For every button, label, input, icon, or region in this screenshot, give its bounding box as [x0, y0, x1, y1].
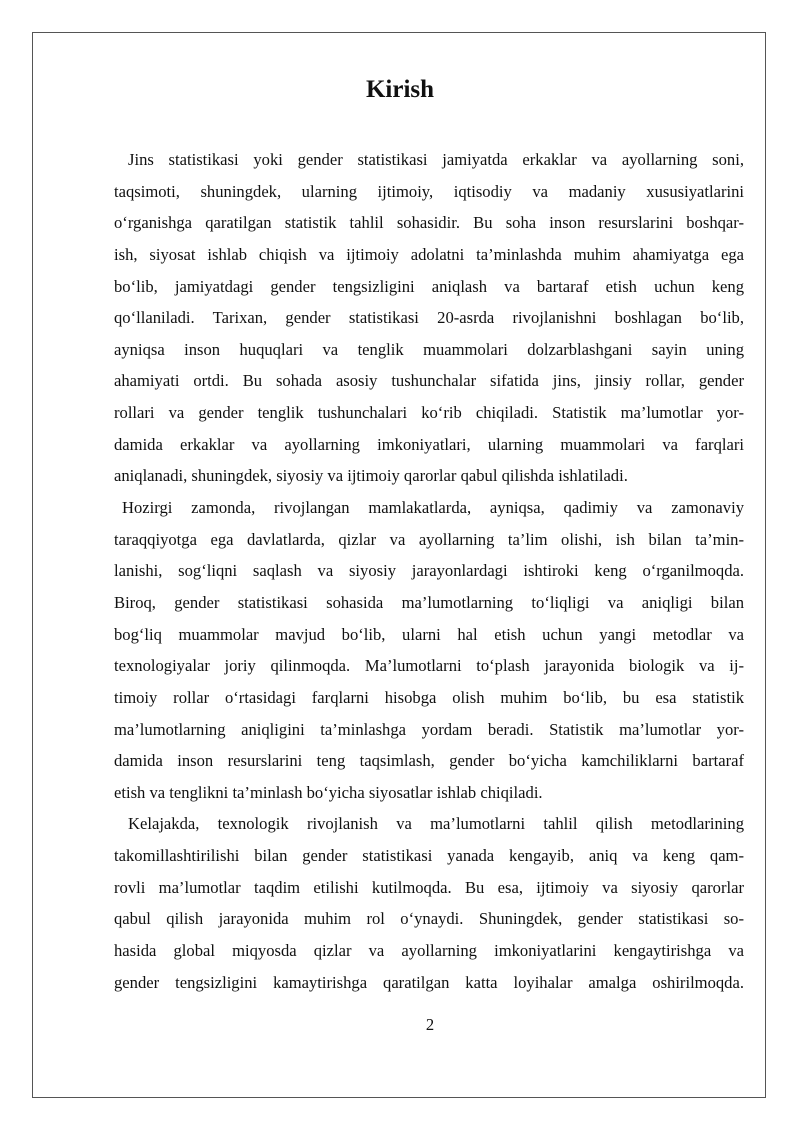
text-line: texnologiyalar joriy qilinmoqda. Ma’lumotlarni to‘plash jarayonida biologik va ij-	[114, 656, 744, 676]
text-line: ahamiyati ortdi. Bu sohada asosiy tushunchalar sifatida jins, jinsiy rollar, gender	[114, 371, 744, 391]
text-line: lanishi, sog‘liqni saqlash va siyosiy jarayonlardagi ishtiroki keng o‘rganilmoqda.	[114, 561, 744, 581]
text-line: ayniqsa inson huquqlari va tenglik muammolari dolzarblashgani sayin uning	[114, 339, 744, 359]
text-line: Biroq, gender statistikasi sohasida ma’lumotlarning to‘liqligi va aniqligi bilan	[114, 592, 744, 612]
text-line: damida inson resurslarini teng taqsimlash, gender bo‘yicha kamchiliklarni bartaraf	[114, 751, 744, 771]
paragraph-2	[114, 492, 744, 808]
document-title: Kirish	[365, 76, 435, 103]
text-line: Kelajakda, texnologik rivojlanish va ma’lumotlarni tahlil qilish metodlarining	[128, 814, 744, 834]
text-line: ma’lumotlarning aniqligini ta’minlashga yordam beradi. Statistik ma’lumotlar yor-	[114, 719, 744, 739]
text-line: taraqqiyotga ega davlatlarda, qizlar va ayollarning ta’lim olishi, ish bilan ta’min-	[114, 529, 744, 549]
text-line: rollari va gender tenglik tushunchalari ko‘rib chiqiladi. Statistik ma’lumotlar yor-	[114, 403, 744, 423]
text-line: bog‘liq muammolar mavjud bo‘lib, ularni hal etish uchun yangi metodlar va	[114, 624, 744, 644]
text-line: damida erkaklar va ayollarning imkoniyatlari, ularning muammolari va farqlari	[114, 434, 744, 454]
paragraph-3	[114, 808, 744, 998]
page-number: 2	[425, 1015, 435, 1034]
paragraph-1	[114, 144, 744, 492]
document-body	[114, 144, 744, 998]
text-line: qo‘llaniladi. Tarixan, gender statistikasi 20-asrda rivojlanishni boshlagan bo‘lib,	[114, 308, 744, 328]
text-line: timoiy rollar o‘rtasidagi farqlarni hisobga olish muhim bo‘lib, bu esa statistik	[114, 687, 744, 707]
text-line: takomillashtirilishi bilan gender statistikasi yanada kengayib, aniq va keng qam-	[114, 846, 744, 866]
text-line: o‘rganishga qaratilgan statistik tahlil sohasidir. Bu soha inson resurslarini boshqar-	[114, 213, 744, 233]
text-line: gender tengsizligini kamaytirishga qaratilgan katta loyihalar amalga oshirilmoqda.	[114, 972, 744, 992]
text-line: ish, siyosat ishlab chiqish va ijtimoiy adolatni ta’minlashda muhim ahamiyatga ega	[114, 244, 744, 264]
text-line: taqsimoti, shuningdek, ularning ijtimoiy, iqtisodiy va madaniy xususiyatlarini	[114, 181, 744, 201]
text-line: qabul qilish jarayonida muhim rol o‘ynaydi. Shuningdek, gender statistikasi so-	[114, 909, 744, 929]
text-line: Hozirgi zamonda, rivojlangan mamlakatlarda, ayniqsa, qadimiy va zamonaviy	[122, 498, 744, 518]
text-line: etish va tenglikni ta’minlash bo‘yicha siyosatlar ishlab chiqiladi.	[114, 782, 543, 802]
text-line: bo‘lib, jamiyatdagi gender tengsizligini aniqlash va bartaraf etish uchun keng	[114, 276, 744, 296]
text-line: Jins statistikasi yoki gender statistikasi jamiyatda erkaklar va ayollarning soni,	[128, 150, 744, 169]
text-line: rovli ma’lumotlar taqdim etilishi kutilmoqda. Bu esa, ijtimoiy va siyosiy qarorlar	[114, 877, 744, 897]
text-line: hasida global miqyosda qizlar va ayollarning imkoniyatlarini kengaytirishga va	[114, 941, 744, 961]
text-line: aniqlanadi, shuningdek, siyosiy va ijtimoiy qarorlar qabul qilishda ishlatiladi.	[114, 466, 628, 486]
